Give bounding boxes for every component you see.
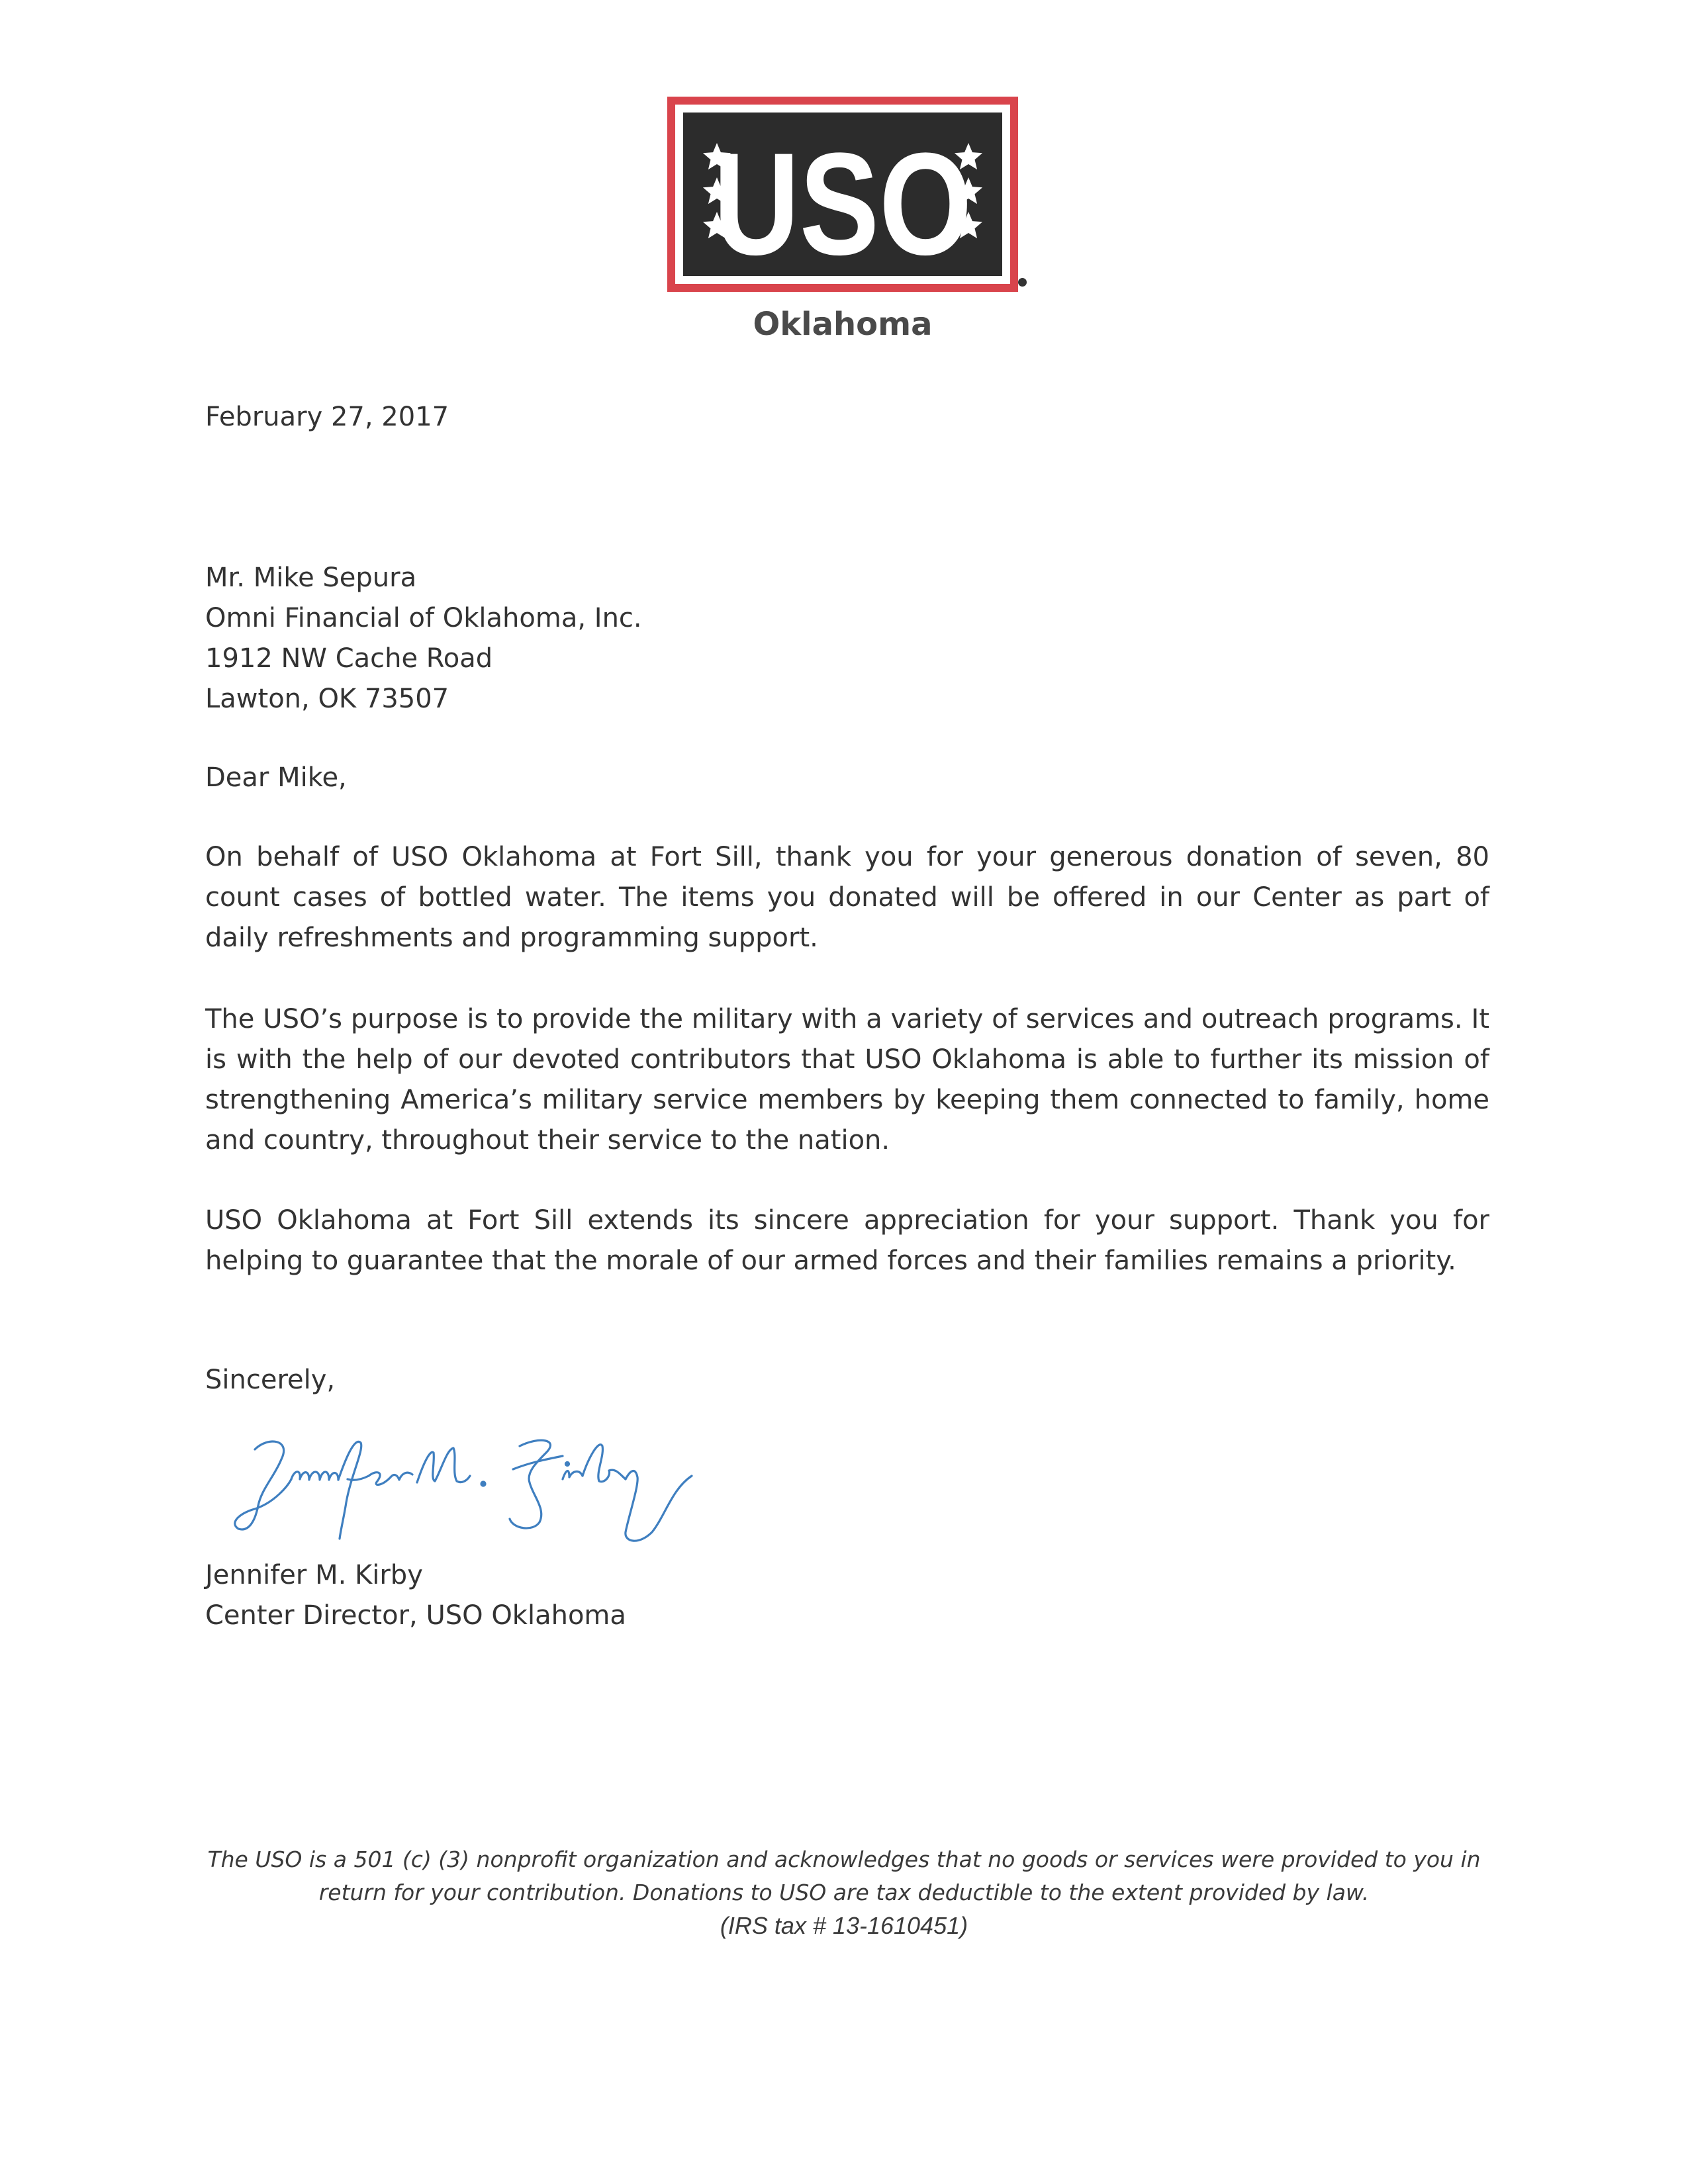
recipient-street: 1912 NW Cache Road: [205, 643, 493, 674]
recipient-name: Mr. Mike Sepura: [205, 563, 417, 593]
logo-wordmark: USO: [713, 122, 972, 286]
salutation: Dear Mike,: [205, 762, 347, 793]
signature-graphic: [228, 1423, 745, 1549]
closing: Sincerely,: [205, 1365, 336, 1395]
signer-title: Center Director, USO Oklahoma: [205, 1600, 626, 1631]
recipient-company: Omni Financial of Oklahoma, Inc.: [205, 603, 642, 633]
logo-subtitle: Oklahoma: [753, 306, 933, 343]
recipient-city: Lawton, OK 73507: [205, 684, 449, 714]
footer-tax-id: (IRS tax # 13-1610451): [720, 1912, 968, 1939]
footer-disclaimer-line-1: The USO is a 501 (c) (3) nonprofit organization and acknowledges that no goods or services were provided to you in: [207, 1846, 1481, 1872]
signer-name: Jennifer M. Kirby: [205, 1560, 423, 1590]
recipient-address: [205, 558, 1489, 719]
body-paragraph-1: On behalf of USO Oklahoma at Fort Sill, thank you for your generous donation of seven, 80 count cases of bottled water. The items you donated will be offered in our Center as part of daily refreshments and programming support.: [205, 842, 1489, 953]
registered-mark: [1018, 278, 1027, 287]
signer-block: [205, 1555, 1489, 1636]
body-paragraph-3: USO Oklahoma at Fort Sill extends its sincere appreciation for your support. Thank you for helping to guarantee that the morale of our armed forces and their families remains a priority.: [205, 1205, 1489, 1276]
body-paragraph-2: The USO’s purpose is to provide the military with a variety of services and outreach programs. It is with the help of our devoted contributors that USO Oklahoma is able to further its mission of strengthening America’s military service members by keeping them connected to family, home and country, throughout their service to the nation.: [205, 1004, 1489, 1156]
letter-date: February 27, 2017: [205, 402, 449, 432]
handwritten-signature: [228, 1423, 745, 1549]
footer-disclaimer-line-2: return for your contribution. Donations to USO are tax deductible to the extent provided by law.: [318, 1880, 1370, 1905]
uso-logo: [667, 97, 1018, 292]
uso-logo-graphic: [667, 97, 1018, 292]
